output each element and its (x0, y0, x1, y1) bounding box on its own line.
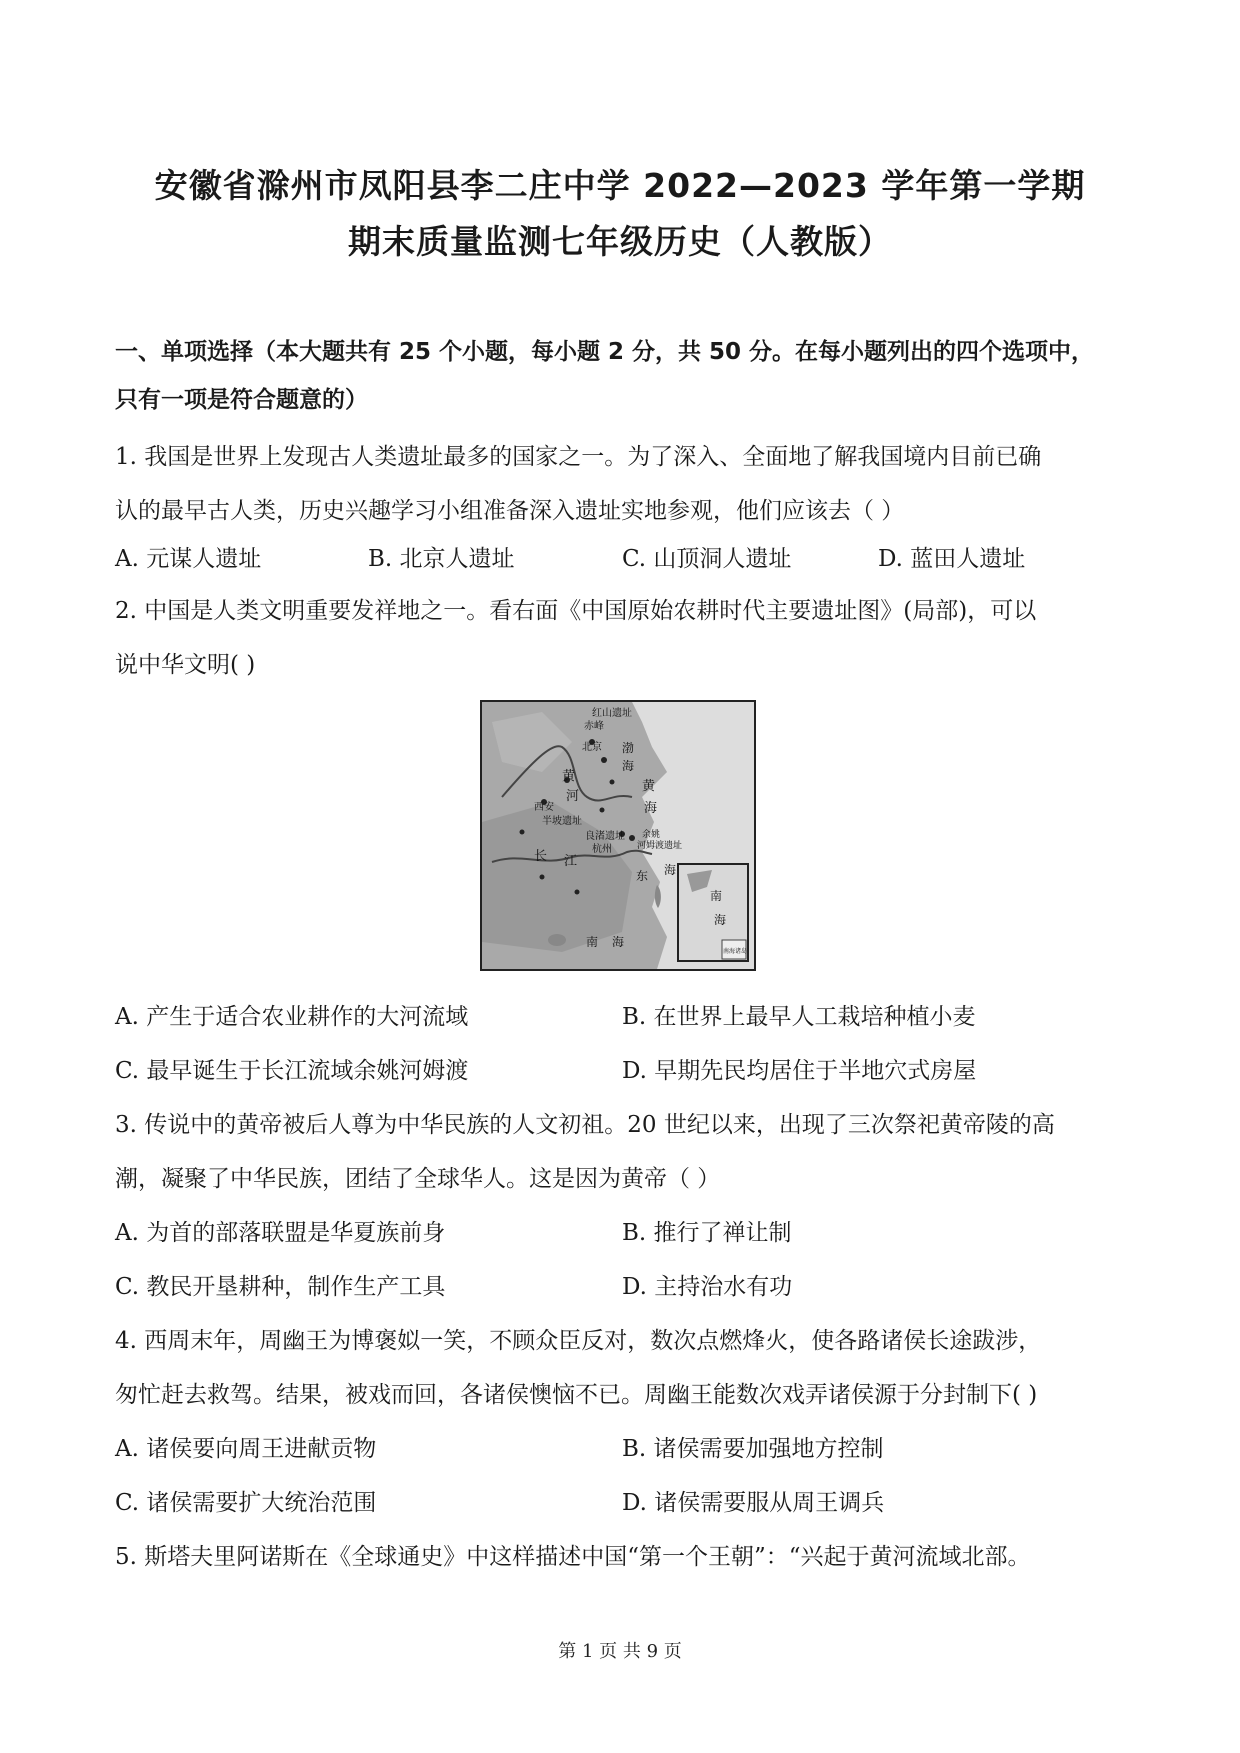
map-label-nanhai-2: 海 (612, 935, 625, 949)
question-2-option-d: D. 早期先民均居住于半地穴式房屋 (622, 1058, 977, 1084)
map-label-huanghe-2: 河 (566, 789, 580, 804)
map-label-hangzhou: 杭州 (592, 844, 612, 855)
question-3-option-b: B. 推行了禅让制 (622, 1220, 792, 1246)
map-label-nanhai-1: 南 (586, 935, 599, 949)
page-footer: 第 1 页 共 9 页 (558, 1641, 682, 1662)
section-heading-line2: 只有一项是符合题意的） (115, 387, 368, 413)
question-1-option-b: B. 北京人遗址 (368, 546, 515, 572)
map-label-beijing: 北京 (582, 742, 602, 753)
question-4-option-c: C. 诸侯需要扩大统治范围 (115, 1490, 377, 1516)
question-5-line1: 5. 斯塔夫里阿诺斯在《全球通史》中这样描述中国“第一个王朝”：“兴起于黄河流域北部。 (115, 1544, 1031, 1570)
page-title-line1: 安徽省滁州市凤阳县李二庄中学 2022—2023 学年第一学期 (154, 166, 1086, 205)
question-4-option-a: A. 诸侯要向周王进献贡物 (115, 1436, 377, 1462)
question-1-option-c: C. 山顶洞人遗址 (622, 546, 792, 572)
map-label-huanghe-1: 黄 (562, 769, 576, 784)
map-label-changjiang-1: 长 (534, 849, 548, 864)
map-label-hemudu: 河姆渡遗址 (637, 841, 683, 851)
map-inset-label-hai: 海 (714, 913, 727, 927)
question-1-option-d: D. 蓝田人遗址 (878, 546, 1026, 572)
question-1-line2: 认的最早古人类，历史兴趣学习小组准备深入遗址实地参观，他们应该去（ ） (115, 498, 905, 524)
question-3-option-c: C. 教民开垦耕种，制作生产工具 (115, 1274, 446, 1300)
question-2-line2: 说中华文明( ) (115, 652, 256, 678)
map-label-bohai-2: 海 (622, 759, 635, 773)
neolithic-sites-map (480, 700, 756, 971)
question-4-option-b: B. 诸侯需要加强地方控制 (622, 1436, 884, 1462)
map-inset-label-nan: 南 (710, 889, 723, 903)
question-3-option-a: A. 为首的部落联盟是华夏族前身 (115, 1220, 446, 1246)
map-label-hongshan: 红山遗址 (592, 708, 632, 719)
question-3-line2: 潮，凝聚了中华民族，团结了全球华人。这是因为黄帝（ ） (115, 1166, 721, 1192)
map-label-bohai-1: 渤 (622, 741, 635, 755)
map-inset-label-islands: 南海诸岛 (723, 948, 748, 955)
map-label-chifeng: 赤峰 (584, 721, 604, 732)
question-4-line1: 4. 西周末年，周幽王为博褒姒一笑，不顾众臣反对，数次点燃烽火，使各路诸侯长途跋涉， (115, 1328, 1042, 1354)
map-label-huanghai-2: 海 (644, 801, 658, 816)
map-label-donghai-2: 海 (664, 863, 677, 877)
map-label-banpo: 半坡遗址 (542, 816, 582, 827)
question-2-option-a: A. 产生于适合农业耕作的大河流域 (115, 1004, 469, 1030)
map-label-huanghai-1: 黄 (642, 779, 656, 794)
section-heading-line1: 一、单项选择（本大题共有 25 个小题，每小题 2 分，共 50 分。在每小题列出的四个选项中， (115, 339, 1095, 365)
map-graphic (482, 702, 754, 969)
question-4-option-d: D. 诸侯需要服从周王调兵 (622, 1490, 885, 1516)
question-2-option-c: C. 最早诞生于长江流域余姚河姆渡 (115, 1058, 469, 1084)
question-2-option-b: B. 在世界上最早人工栽培种植小麦 (622, 1004, 976, 1030)
map-label-xian: 西安 (534, 802, 554, 813)
question-2-line1: 2. 中国是人类文明重要发祥地之一。看右面《中国原始农耕时代主要遗址图》(局部)，可以 (115, 598, 1037, 624)
map-label-donghai-1: 东 (636, 869, 649, 883)
question-1-option-a: A. 元谋人遗址 (115, 546, 262, 572)
map-label-yuyao: 余姚 (642, 830, 661, 840)
question-1-line1: 1. 我国是世界上发现古人类遗址最多的国家之一。为了深入、全面地了解我国境内目前已确 (115, 444, 1042, 470)
map-label-changjiang-2: 江 (564, 854, 578, 869)
page-title-line2: 期末质量监测七年级历史（人教版） (348, 222, 892, 261)
question-3-line1: 3. 传说中的黄帝被后人尊为中华民族的人文初祖。20 世纪以来，出现了三次祭祀黄帝陵的高 (115, 1112, 1055, 1138)
map-label-liangzhu: 良渚遗址 (585, 831, 625, 842)
question-3-option-d: D. 主持治水有功 (622, 1274, 793, 1300)
question-4-line2: 匆忙赶去救驾。结果，被戏而回，各诸侯懊恼不已。周幽王能数次戏弄诸侯源于分封制下( ) (115, 1382, 1038, 1408)
